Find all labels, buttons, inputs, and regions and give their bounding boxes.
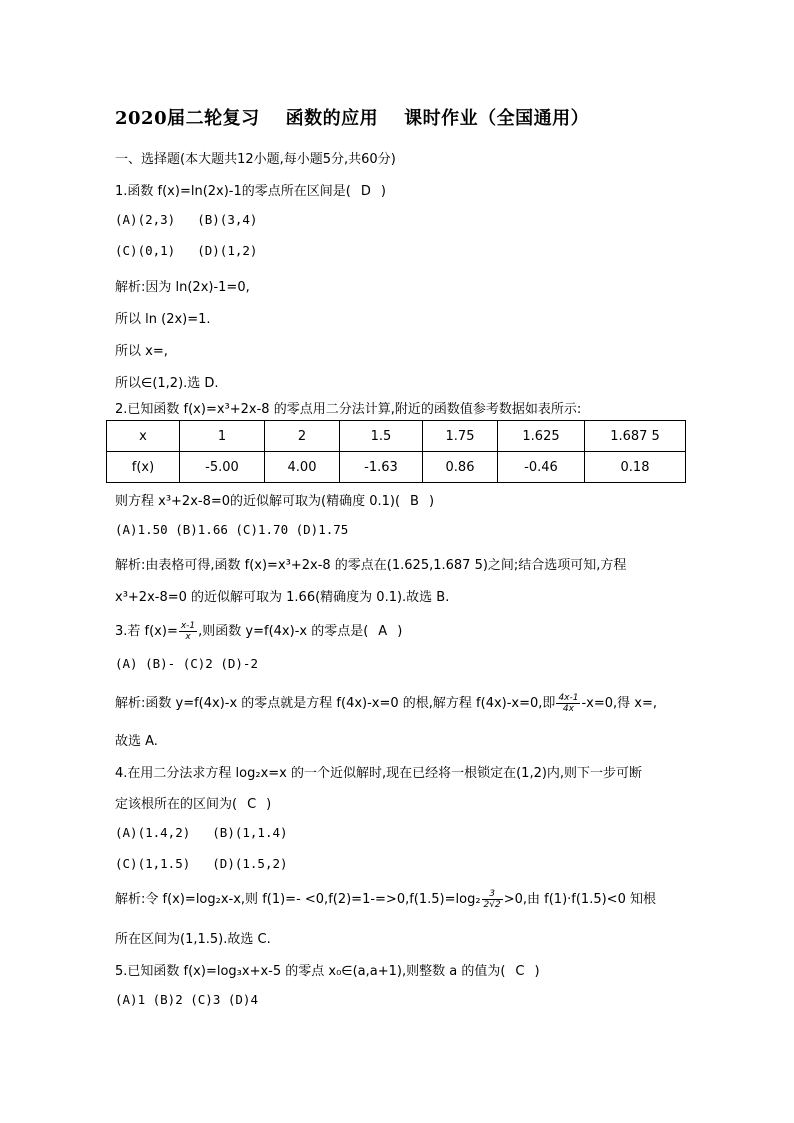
q3-options: (A) (B)- (C)2 (D)-2 bbox=[115, 656, 258, 671]
q1-solution-2: 所以 ln (2x)=1. bbox=[115, 312, 211, 327]
table-cell: 1.75 bbox=[423, 421, 498, 452]
q4-options-row-1 bbox=[115, 825, 310, 840]
q2-value-table bbox=[106, 420, 686, 483]
q1-option-d: (D)(1,2) bbox=[197, 243, 258, 258]
q1-answer: D bbox=[360, 184, 371, 199]
q1-option-a: (A)(2,3) bbox=[115, 212, 176, 227]
q3-sol-frac-den: 4x bbox=[562, 704, 574, 714]
table-cell: -1.63 bbox=[340, 452, 423, 483]
table-cell: x bbox=[107, 421, 180, 452]
q2-stem: 2.已知函数 f(x)=x³+2x-8 的零点用二分法计算,附近的函数值参考数据如表所示: bbox=[115, 402, 582, 417]
q2-options: (A)1.50 (B)1.66 (C)1.70 (D)1.75 bbox=[115, 522, 349, 537]
q3-sol-fraction bbox=[556, 693, 580, 714]
table-cell: -0.46 bbox=[498, 452, 585, 483]
q1-options-row-1 bbox=[115, 212, 279, 227]
q4-option-c: (C)(1,1.5) bbox=[115, 856, 191, 871]
q4-sol-frac-den: 2√2 bbox=[483, 900, 501, 910]
q4-option-b: (B)(1,1.4) bbox=[212, 825, 288, 840]
q4-close: ) bbox=[266, 797, 272, 812]
q1-close: ) bbox=[380, 184, 386, 199]
q4-stem-2-text: 定该根所在的区间为( bbox=[115, 797, 238, 812]
q1-solution-3: 所以 x=, bbox=[115, 344, 168, 359]
document-title bbox=[115, 104, 615, 130]
q3-stem-b: ,则函数 y=f(4x)-x 的零点是( bbox=[198, 624, 369, 639]
q4-option-a: (A)(1.4,2) bbox=[115, 825, 191, 840]
q5-stem bbox=[115, 960, 540, 979]
table-cell: 4.00 bbox=[265, 452, 340, 483]
table-cell: 1 bbox=[180, 421, 265, 452]
title-part-2: 函数的应用 bbox=[285, 108, 379, 129]
q2-after-text: 则方程 x³+2x-8=0的近似解可取为(精确度 0.1)( bbox=[115, 494, 401, 509]
table-row bbox=[107, 421, 686, 452]
q3-stem bbox=[115, 620, 402, 642]
q1-solution-1: 解析:因为 ln(2x)-1=0, bbox=[115, 280, 250, 295]
q2-answer: B bbox=[410, 494, 419, 509]
table-cell: 1.5 bbox=[340, 421, 423, 452]
table-cell: 1.687 5 bbox=[585, 421, 686, 452]
table-cell: -5.00 bbox=[180, 452, 265, 483]
q3-fraction bbox=[179, 621, 197, 642]
q1-options-row-2 bbox=[115, 243, 279, 258]
q3-stem-a: 3.若 f(x)= bbox=[115, 624, 178, 639]
q1-stem bbox=[115, 180, 386, 199]
q1-option-c: (C)(0,1) bbox=[115, 243, 176, 258]
title-part-1: 2020届二轮复习 bbox=[115, 108, 260, 129]
q4-options-row-2 bbox=[115, 856, 310, 871]
q4-sol-fraction bbox=[482, 889, 503, 910]
title-part-3: 课时作业（全国通用） bbox=[404, 108, 590, 129]
q5-options: (A)1 (B)2 (C)3 (D)4 bbox=[115, 992, 258, 1007]
q3-sol-b: -x=0,得 x=, bbox=[581, 696, 657, 711]
section-header: 一、选择题(本大题共12小题,每小题5分,共60分) bbox=[115, 152, 396, 167]
q4-stem-1: 4.在用二分法求方程 log₂x=x 的一个近似解时,现在已经将一根锁定在(1,2)内,则下一步可断 bbox=[115, 766, 643, 781]
table-cell: 2 bbox=[265, 421, 340, 452]
table-row bbox=[107, 452, 686, 483]
table-cell: 0.18 bbox=[585, 452, 686, 483]
q4-option-d: (D)(1.5,2) bbox=[212, 856, 288, 871]
q4-solution-1 bbox=[115, 888, 656, 910]
table-cell: 1.625 bbox=[498, 421, 585, 452]
table-cell: 0.86 bbox=[423, 452, 498, 483]
q1-option-b: (B)(3,4) bbox=[197, 212, 258, 227]
table-cell: f(x) bbox=[107, 452, 180, 483]
q4-answer: C bbox=[247, 797, 257, 812]
q5-stem-text: 5.已知函数 f(x)=log₃x+x-5 的零点 x₀∈(a,a+1),则整数 a 的值为( bbox=[115, 964, 506, 979]
q4-solution-2: 所在区间为(1,1.5).故选 C. bbox=[115, 932, 271, 947]
q3-sol-a: 解析:函数 y=f(4x)-x 的零点就是方程 f(4x)-x=0 的根,解方程 f(4x)-x=0,即 bbox=[115, 696, 556, 711]
q3-answer: A bbox=[378, 624, 388, 639]
q2-solution-2: x³+2x-8=0 的近似解可取为 1.66(精确度为 0.1).故选 B. bbox=[115, 590, 450, 605]
q4-sol-b: >0,由 f(1)·f(1.5)<0 知根 bbox=[503, 892, 656, 907]
q4-sol-a: 解析:令 f(x)=log₂x-x,则 f(1)=- <0,f(2)=1-=>0,f(1.5)=log₂ bbox=[115, 892, 481, 907]
q5-close: ) bbox=[534, 964, 540, 979]
q5-answer: C bbox=[515, 964, 525, 979]
q3-solution-1 bbox=[115, 692, 657, 714]
q4-sol-frac-num: 3 bbox=[482, 889, 503, 900]
q1-solution-4: 所以∈(1,2).选 D. bbox=[115, 376, 219, 391]
q2-close: ) bbox=[428, 494, 435, 509]
q3-close: ) bbox=[397, 624, 403, 639]
q2-after bbox=[115, 490, 434, 509]
q3-sol-frac-num: 4x-1 bbox=[558, 693, 579, 703]
q4-stem-2 bbox=[115, 793, 271, 812]
q3-solution-2: 故选 A. bbox=[115, 734, 158, 749]
q1-stem-text: 1.函数 f(x)=ln(2x)-1的零点所在区间是( bbox=[115, 184, 351, 199]
q2-solution-1: 解析:由表格可得,函数 f(x)=x³+2x-8 的零点在(1.625,1.687 5)之间;结合选项可知,方程 bbox=[115, 558, 627, 573]
q3-frac-num: x-1 bbox=[180, 621, 196, 631]
q3-frac-den: x bbox=[185, 632, 191, 642]
